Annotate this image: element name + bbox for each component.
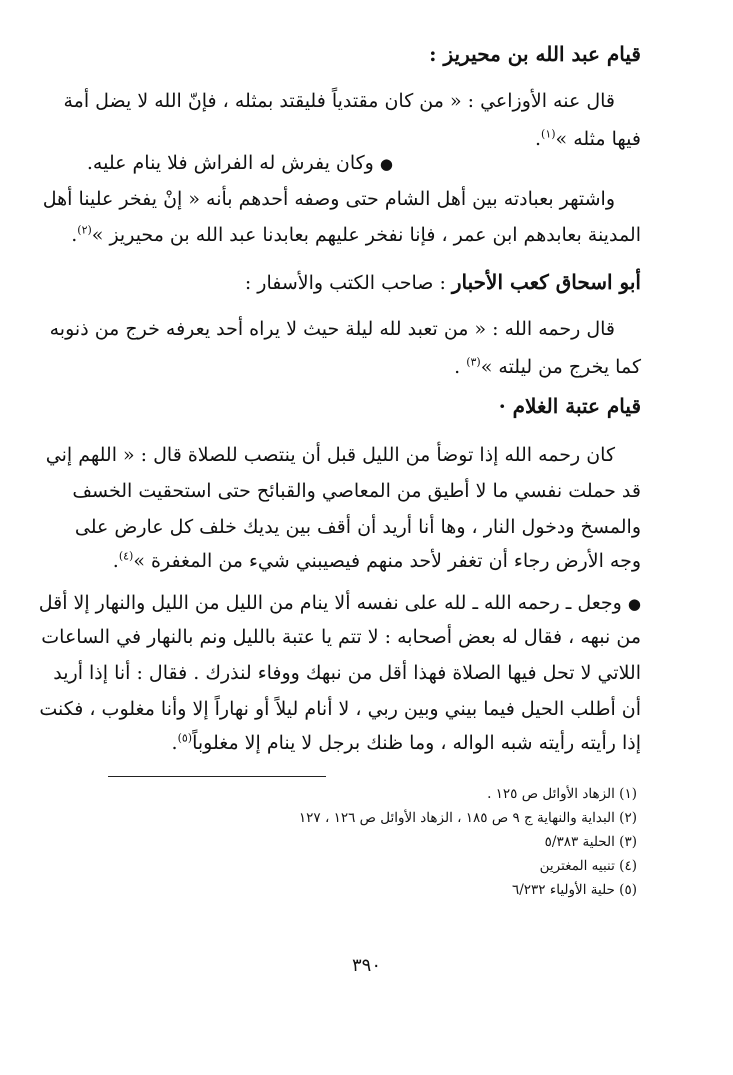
utba-vow-line-5-text: إذا رأيته رأيته شبه الواله ، وما ظنك برجل لا ينام إلا مغلوباً bbox=[192, 732, 641, 754]
heading-kaab bbox=[92, 272, 641, 293]
utba-prayer-line-4 bbox=[92, 549, 641, 572]
utba-prayer-line-4-text: وجه الأرض رجاء أن تغفر لأحد منهم فيصيبني شيء من المغفرة » bbox=[133, 550, 641, 572]
fame-line-2-text: المدينة بعابدهم ابن عمر ، فإنا نفخر عليهم بعابدنا عبد الله بن محيريز » bbox=[91, 224, 641, 246]
footnote-ref-4: (٤) bbox=[118, 549, 134, 563]
bullet-icon: ● bbox=[379, 155, 393, 173]
footnote-ref-5: (٥) bbox=[177, 731, 193, 745]
fame-line-1: واشتهر بعبادته بين أهل الشام حتى وصفه أحدهم بأنه « إنْ يفخر علينا أهل bbox=[42, 188, 615, 210]
heading-kaab-name: أبو اسحاق كعب الأحبار bbox=[451, 270, 641, 294]
utba-vow-line-2: من نبهه ، فقال له بعض أصحابه : لا تتم يا عتبة بالليل ونم بالنهار في الساعات bbox=[41, 626, 641, 648]
utba-prayer-line-1: كان رحمه الله إذا توضأ من الليل قبل أن ينتصب للصلاة قال : « اللهم إني bbox=[45, 444, 615, 466]
kaab-quote-line-2 bbox=[92, 355, 641, 378]
kaab-quote-line-1: قال رحمه الله : « من تعبد لله ليلة حيث لا يراه أحد يعرفه خرج من ذنوبه bbox=[49, 318, 615, 340]
heading-ibn-muhairiz: قيام عبد الله بن محيريز : bbox=[429, 42, 641, 66]
utba-vow-line-1-text: وجعل ـ رحمه الله ـ لله على نفسه ألا ينام من الليل من الليل والنهار إلا أقل bbox=[38, 592, 622, 614]
awzai-quote-line-2 bbox=[92, 127, 641, 150]
heading-kaab-rest: : صاحب الكتب والأسفار : bbox=[244, 272, 452, 294]
footnote-4: (٤) تنبيه المغترين bbox=[539, 858, 637, 874]
footnote-1: (١) الزهاد الأوائل ص ١٢٥ . bbox=[487, 786, 637, 802]
awzai-quote-end: . bbox=[534, 128, 542, 150]
footnote-5: (٥) حلية الأولياء ٦/٢٣٢ bbox=[512, 882, 637, 898]
footnote-ref-1: (١) bbox=[541, 127, 556, 141]
utba-vow-line-1 bbox=[38, 592, 641, 614]
utba-prayer-line-4-end: . bbox=[112, 550, 119, 572]
page-number: ٣٩٠ bbox=[351, 955, 381, 976]
kaab-quote-end: . bbox=[454, 356, 467, 378]
heading-utba: قيام عتبة الغلام · bbox=[498, 394, 641, 418]
footnote-3: (٣) الحلية ٥/٣٨٣ bbox=[544, 834, 637, 850]
bed-sentence-text: وكان يفرش له الفراش فلا ينام عليه. bbox=[86, 152, 374, 174]
utba-vow-line-4: أن أطلب الحيل فيما بيني وبين ربي ، لا أنام ليلاً أو نهاراً إلا وأنا مغلوب ، فكنت bbox=[39, 698, 641, 720]
awzai-quote-line-1: قال عنه الأوزاعي : « من كان مقتدياً فليقتد بمثله ، فإنّ الله لا يضل أمة bbox=[63, 90, 615, 112]
utba-prayer-line-2: قد حملت نفسي ما لا أطيق من المعاصي والقبائح حتى استحقيت الخسف bbox=[72, 480, 641, 502]
utba-vow-line-3: اللاتي لا تحل فيها الصلاة فهذا أقل من نبهك ووفاء لنذرك . فقال : أنا إذا أريد bbox=[53, 662, 641, 684]
utba-vow-line-5-end: . bbox=[171, 732, 178, 754]
kaab-quote-text: كما يخرج من ليلته » bbox=[480, 356, 641, 378]
footnote-divider bbox=[108, 776, 326, 777]
utba-prayer-line-3: والمسخ ودخول النار ، وها أنا أريد أن أقف بين يديك خلف كل عارض على bbox=[74, 516, 641, 538]
bullet-icon: ● bbox=[627, 595, 641, 613]
bed-sentence bbox=[30, 154, 393, 173]
footnote-2: (٢) البداية والنهاية ج ٩ ص ١٨٥ ، الزهاد الأوائل ص ١٢٦ ، ١٢٧ bbox=[298, 810, 637, 826]
footnote-ref-3: (٣) bbox=[466, 355, 481, 369]
utba-vow-line-5 bbox=[92, 731, 641, 754]
fame-line-2 bbox=[71, 223, 641, 246]
footnote-ref-2: (٢) bbox=[77, 223, 92, 237]
fame-line-2-end: . bbox=[71, 224, 78, 246]
awzai-quote-text: فيها مثله » bbox=[555, 128, 641, 150]
